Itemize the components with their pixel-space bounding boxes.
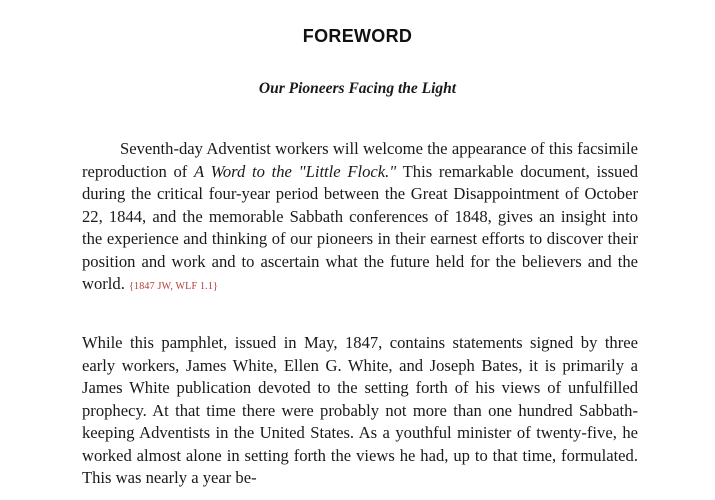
paragraph-1-reference[interactable]: {1847 JW, WLF 1.1}	[129, 281, 219, 292]
page-title: FOREWORD	[302, 26, 413, 46]
page-subtitle: Our Pioneers Facing the Light	[258, 80, 457, 97]
paragraph-1	[82, 138, 638, 299]
paragraph-2: While this pamphlet, issued in May, 1847, contains statements signed by three early workers, James White, Ellen G. White, and Joseph Bates, it is primarily a James White publication devoted to the setting forth of his views of unfulfilled prophecy. At that time there were probably not more than one hundred Sabbath-keeping Adventists in the United States. As a youthful minister of twenty-five, he worked almost alone in setting forth the views he had, up to that time, formulated. This was nearly a year be-	[82, 333, 638, 487]
paragraph-1-book-title: A Word to the "Little Flock."	[194, 161, 397, 181]
paragraph-1-text-before: Seventh-day Adventist workers will welcome the appearance of this facsimile reproduction of	[82, 139, 638, 181]
paragraph-1-text-after: This remarkable document, issued during the critical four-year period between the Great Disappointment of October 22, 1844, and the memorable Sabbath conferences of 1848, gives an insight into the experience and thinking of our pioneers in their earnest efforts to discover their position and work and to ascertain what the future held for the believers and the world.	[82, 161, 638, 293]
